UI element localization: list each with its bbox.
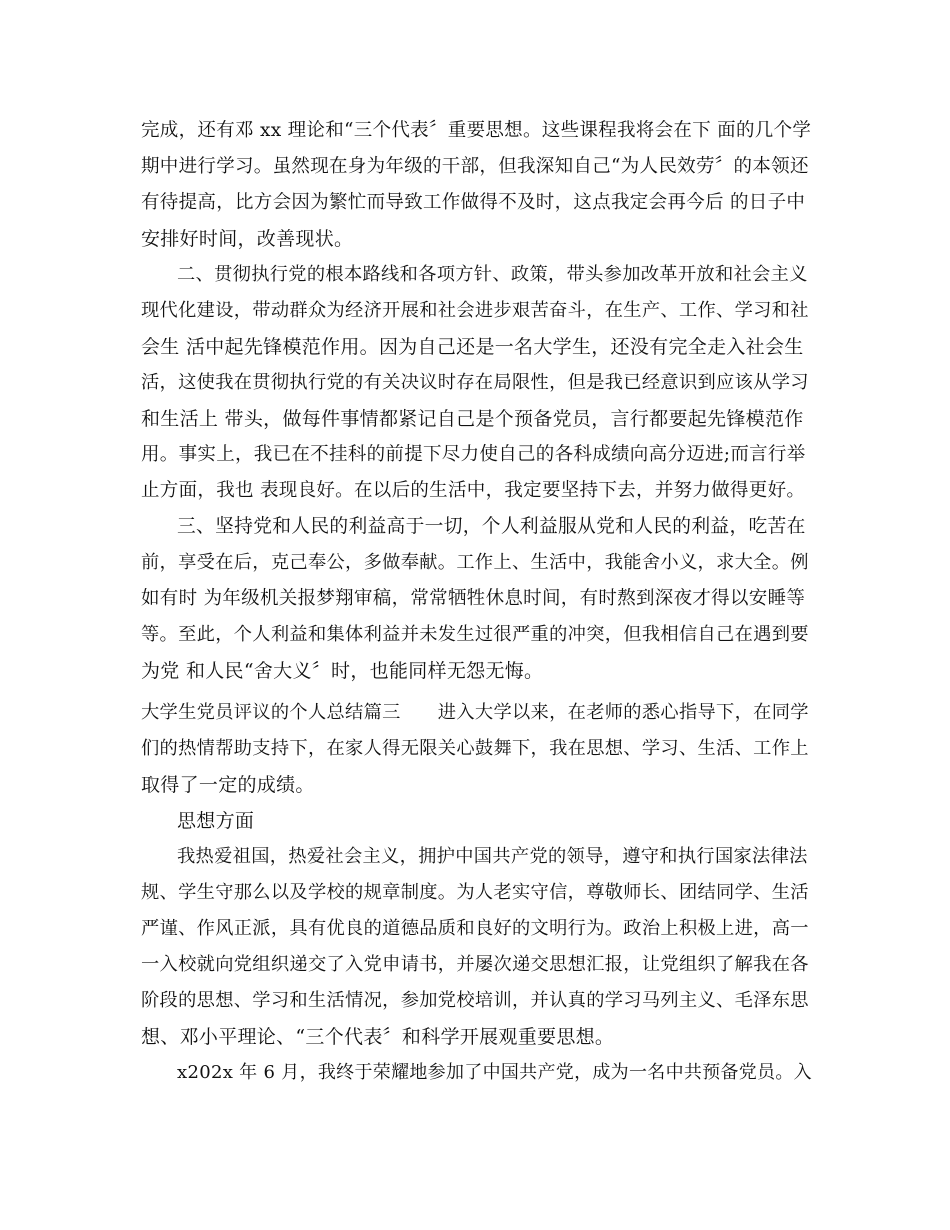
text-line: 阶段的思想、学习和生活情况，参加党校培训，并认真的学习马列主义、毛泽东思 [141,990,809,1011]
text-line: 用。事实上，我已在不挂科的前提下尽力使自己的各科成绩向高分迈进;而言行举 [141,444,806,465]
text-line: 严谨、作风正派，具有优良的道德品质和良好的文明行为。政治上积极上进，高一 [141,918,809,939]
text-line: 止方面，我也 表现良好。在以后的生活中，我定要坚持下去，并努力做得更好。 [141,480,806,501]
text-line: 等。至此，个人利益和集体利益并未发生过很严重的冲突，但我相信自己在遇到要 [141,624,809,645]
text-line: 规、学生守那么以及学校的规章制度。为人老实守信，尊敬师长、团结同学、生活 [141,882,809,903]
section-heading-line: 大学生党员评议的个人总结篇三 进入大学以来，在老师的悉心指导下，在同学 [141,702,809,723]
text-line: 们的热情帮助支持下，在家人得无限关心鼓舞下，我在思想、学习、生活、工作上 [141,738,809,759]
text-line: 会生 活中起先锋模范作用。因为自己还是一名大学生，还没有完全走入社会生 [141,336,804,358]
text-line: 二、贯彻执行党的根本路线和各项方针、政策，带头参加改革开放和社会主义 [177,264,808,285]
text-line: 安排好时间，改善现状。 [141,228,354,250]
text-line: 完成，还有邓 xx 理论和“三个代表〞重要思想。这些课程我将会在下 面的几个学 [141,120,812,141]
text-line: 三、坚持党和人民的利益高于一切，个人利益服从党和人民的利益，吃苦在 [177,516,806,537]
text-line: 我热爱祖国，热爱社会主义，拥护中国共产党的领导，遵守和执行国家法律法 [177,846,808,867]
text-line: 有待提高，比方会因为繁忙而导致工作做得不及时，这点我定会再今后 的日子中 [141,192,806,213]
text-line: 一入校就向党组织递交了入党申请书，并屡次递交思想汇报，让党组织了解我在各 [141,954,809,975]
text-line: 如有时 为年级机关报梦翔审稿，常常牺牲休息时间，有时熬到深夜才得以安睡等 [141,588,806,609]
text-line: 取得了一定的成绩。 [141,774,315,796]
text-line: 想、邓小平理论、“三个代表〞和科学开展观重要思想。 [141,1026,615,1048]
text-line: 活，这使我在贯彻执行党的有关决议时存在局限性，但是我已经意识到应该从学习 [141,372,809,393]
subheading: 思想方面 [177,810,255,832]
text-line: 期中进行学习。虽然现在身为年级的干部，但我深知自己“为人民效劳〞的本领还 [141,156,809,177]
text-line: 和生活上 带头，做每件事情都紧记自己是个预备党员，言行都要起先锋模范作 [141,408,804,430]
text-line: x202x 年 6 月，我终于荣耀地参加了中国共产党，成为一名中共预备党员。入 [177,1062,812,1083]
text-line: 前，享受在后，克己奉公，多做奉献。工作上、生活中，我能舍小义，求大全。例 [141,552,809,573]
text-line: 为党 和人民“舍大义〞时，也能同样无怨无悔。 [141,660,544,682]
text-line: 现代化建设，带动群众为经济开展和社会进步艰苦奋斗，在生产、工作、学习和社 [141,300,809,321]
